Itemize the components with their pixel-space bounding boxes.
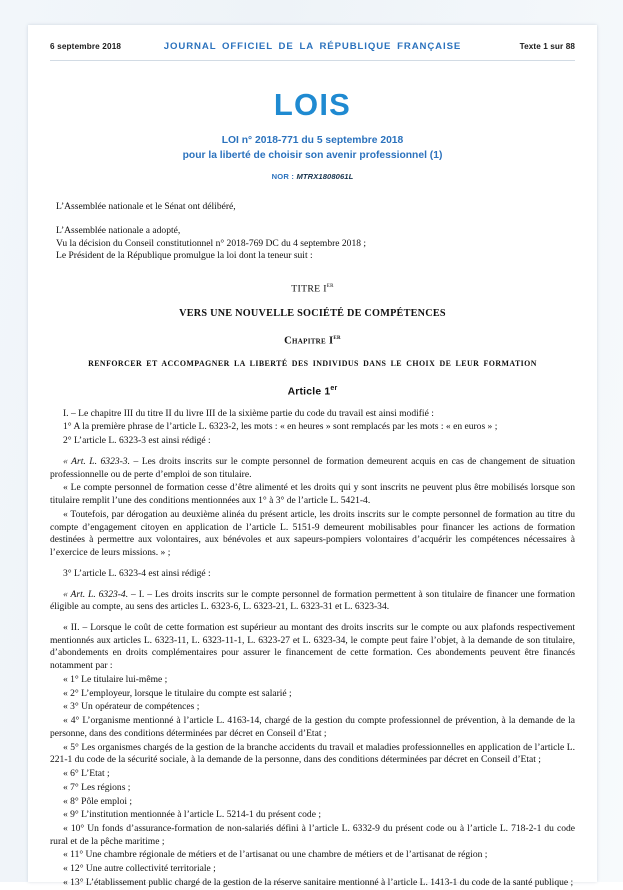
list-item: « 3° Un opérateur de compétences ;	[63, 701, 200, 713]
article-citation-text-2: – I. – Les droits inscrits sur le compte personnel de formation permettent à son titulaire de financer une formation éligible au compte, au sens des articles L. 6323-6, L. 6323-21, L. 6323-31 et L. 6323-34.	[50, 588, 576, 613]
paragraph-1deg: 1° A la première phrase de l’article L. 6323-2, les mots : « en heures » sont remplacés par les mots : « en euros » ;	[63, 421, 498, 433]
article-citation-ref: « Art. L. 6323-3.	[63, 455, 130, 467]
quoted-paragraph-cessation: « Le compte personnel de formation cesse d’être alimenté et les droits qui y sont inscrits ne peuvent plus être mobilisés lorsque son titulaire remplit l’une des conditions mentionnées aux 1° à 3° de l’article L. 5421-4.	[50, 482, 575, 507]
document-page	[28, 25, 597, 888]
article-label: Article 1	[287, 386, 331, 398]
list-item: « 1° Le titulaire lui-même ;	[63, 673, 168, 685]
paragraph-3deg: 3° L’article L. 6323-4 est ainsi rédigé :	[63, 567, 211, 579]
article-citation-ref-2: « Art. L. 6323-4.	[63, 588, 129, 600]
preamble-line-2: L’Assemblée nationale a adopté,	[56, 224, 181, 236]
journal-title: JOURNAL OFFICIEL DE LA RÉPUBLIQUE FRANÇAISE	[163, 41, 462, 52]
list-item: « 6° L’Etat ;	[63, 768, 110, 780]
list-item: « 4° L’organisme mentionné à l’article L. 4163-14, chargé de la gestion du compte professionnel de prévention, à la demande de la personne, dans des conditions déterminées par décret en Conseil d’Etat ;	[50, 715, 575, 739]
nor-line	[28, 172, 597, 181]
titre-heading	[50, 282, 575, 295]
paragraph-I: I. – Le chapitre III du titre II du livre III de la sixième partie du code du travail est ainsi modifié :	[63, 407, 434, 419]
preamble-line-1: L’Assemblée nationale et le Sénat ont délibéré,	[56, 201, 236, 213]
chapitre-label: Chapitre I	[284, 335, 334, 347]
article-heading	[50, 384, 575, 399]
chapitre-ordinal: er	[333, 333, 341, 342]
quoted-paragraph-II: « II. – Lorsque le coût de cette formation est supérieur au montant des droits inscrits sur le compte ou aux plafonds respectivement mentionnés aux articles L. 6323-11, L. 6323-11-1, L. 6323-27 et L. 6323-34, le compte peut faire l’objet, à la demande de son titulaire, d’abondements en droits complémentaires pour assurer le financement de cette formation. Ces abondements peuvent être financés notamment par :	[50, 621, 575, 672]
page-running-header	[50, 39, 575, 71]
chapitre-subject-heading: RENFORCER ET ACCOMPAGNER LA LIBERTÉ DES INDIVIDUS DANS LE CHOIX DE LEUR FORMATION	[88, 358, 537, 368]
quoted-paragraph-derogation: « Toutefois, par dérogation au deuxième alinéa du présent article, les droits inscrits sur le compte personnel de formation au titre du compte d’engagement citoyen en application de l’article L. 5151-9 demeurent mobilisables pour financer les actions de formation destinées à permettre aux volontaires, aux bénévoles et aux sapeurs-pompiers volontaires d’acquérir les compétences nécessaires à l’exercice de leurs missions. » ;	[50, 508, 575, 559]
law-reference	[28, 134, 597, 163]
preamble-block	[56, 201, 575, 263]
list-item: « 11° Une chambre régionale de métiers et de l’artisanat ou une chambre de métiers et de l’artisanat de région ;	[63, 849, 488, 861]
quoted-article-L6323-3	[50, 456, 575, 481]
titre-subject-heading: VERS UNE NOUVELLE SOCIÉTÉ DE COMPÉTENCES	[179, 307, 446, 319]
law-subject-line: pour la liberté de choisir son avenir professionnel (1)	[182, 149, 443, 161]
list-item: « 13° L’établissement public chargé de la gestion de la réserve sanitaire mentionné à l’article L. 1413-1 du code de la santé publique ;	[63, 876, 574, 888]
preamble-line-4: Le Président de la République promulgue la loi dont la teneur suit :	[56, 250, 313, 262]
nor-value: MTRX1808061L	[296, 172, 354, 182]
article-ordinal: er	[330, 385, 338, 393]
nor-label: NOR :	[271, 172, 295, 182]
document-category-heading: LOIS	[273, 87, 352, 122]
article-citation-text: – Les droits inscrits sur le compte personnel de formation demeurent acquis en cas de changement de situation professionnelle ou de perte d’emploi de son titulaire.	[50, 455, 575, 480]
header-divider	[50, 60, 575, 61]
list-item: « 5° Les organismes chargés de la gestion de la branche accidents du travail et maladies professionnelles en application de l’article L. 221-1 du code de la sécurité sociale, à la demande de la personne, dans des conditions déterminées par décret en Conseil d’Etat ;	[50, 741, 575, 766]
list-item: « 10° Un fonds d’assurance-formation de non-salariés défini à l’article L. 6332-9 du présent code ou à l’article L. 718-2-1 du code rural et de la pêche maritime ;	[50, 822, 575, 847]
masthead	[28, 89, 597, 181]
preamble-line-3: Vu la décision du Conseil constitutionnel n° 2018-769 DC du 4 septembre 2018 ;	[56, 237, 367, 249]
quoted-article-L6323-4	[50, 589, 575, 614]
paragraph-2deg: 2° L’article L. 6323-3 est ainsi rédigé :	[63, 435, 211, 447]
list-item: « 2° L’employeur, lorsque le titulaire du compte est salarié ;	[63, 687, 292, 699]
chapitre-heading	[50, 333, 575, 349]
list-item: « 7° Les régions ;	[63, 781, 131, 793]
law-number-line: LOI n° 2018-771 du 5 septembre 2018	[221, 135, 404, 146]
titre-label: TITRE I	[291, 283, 327, 295]
list-item: « 12° Une autre collectivité territoriale ;	[63, 863, 216, 875]
list-item: « 8° Pôle emploi ;	[63, 795, 133, 807]
publication-date: 6 septembre 2018	[50, 42, 122, 51]
titre-ordinal: er	[326, 282, 334, 290]
document-body	[50, 201, 575, 889]
text-counter: Texte 1 sur 88	[519, 42, 575, 51]
list-item: « 9° L’institution mentionnée à l’article L. 5214-1 du présent code ;	[63, 809, 321, 821]
